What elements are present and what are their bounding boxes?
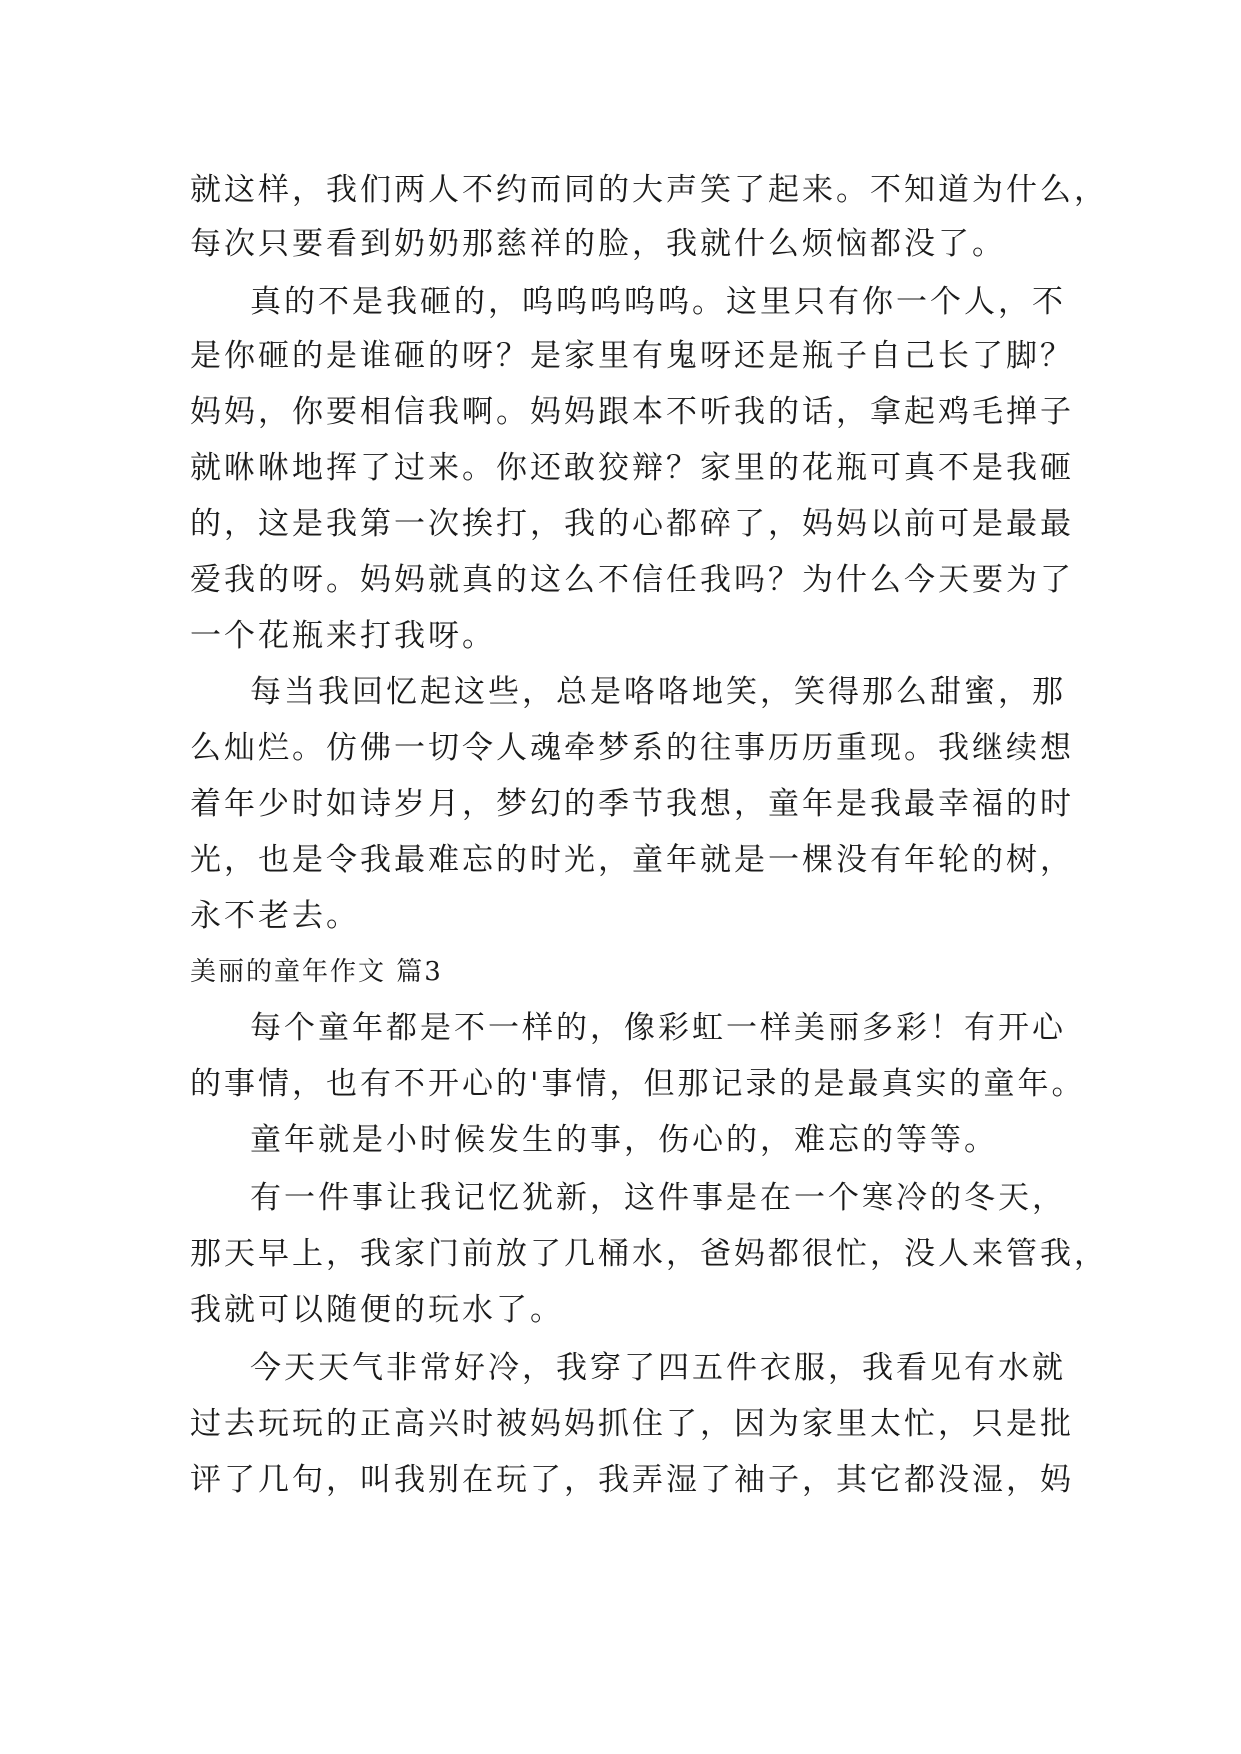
- text-line: 的事情，也有不开心的'事情，但那记录的是最真实的童年。: [190, 1066, 1086, 1102]
- text-line: 一个花瓶来打我呀。: [190, 618, 496, 654]
- text-line: 么灿烂。仿佛一切令人魂牵梦系的往事历历重现。我继续想: [190, 730, 1074, 766]
- text-line: 永不老去。: [190, 898, 360, 934]
- text-line: 评了几句，叫我别在玩了，我弄湿了袖子，其它都没湿，妈: [190, 1462, 1074, 1498]
- text-line: 就这样，我们两人不约而同的大声笑了起来。不知道为什么，: [190, 172, 1108, 208]
- text-line: 是你砸的是谁砸的呀？是家里有鬼呀还是瓶子自己长了脚？: [190, 338, 1074, 374]
- text-line: 光，也是令我最难忘的时光，童年就是一棵没有年轮的树，: [190, 842, 1074, 878]
- text-line: 那天早上，我家门前放了几桶水，爸妈都很忙，没人来管我，: [190, 1236, 1108, 1272]
- text-line: 爱我的呀。妈妈就真的这么不信任我吗？为什么今天要为了: [190, 562, 1074, 598]
- text-line: 每当我回忆起这些，总是咯咯地笑，笑得那么甜蜜，那: [250, 674, 1066, 710]
- text-line: 我就可以随便的玩水了。: [190, 1292, 564, 1328]
- text-line: 真的不是我砸的，呜呜呜呜呜。这里只有你一个人，不: [250, 284, 1066, 320]
- text-line: 过去玩玩的正高兴时被妈妈抓住了，因为家里太忙，只是批: [190, 1406, 1074, 1442]
- text-line: 有一件事让我记忆犹新，这件事是在一个寒冷的冬天，: [250, 1180, 1066, 1216]
- text-line: 妈妈，你要相信我啊。妈妈跟本不听我的话，拿起鸡毛掸子: [190, 394, 1074, 430]
- text-line: 着年少时如诗岁月，梦幻的季节我想，童年是我最幸福的时: [190, 786, 1074, 822]
- text-line: 每次只要看到奶奶那慈祥的脸，我就什么烦恼都没了。: [190, 226, 1006, 262]
- text-line: 童年就是小时候发生的事，伤心的，难忘的等等。: [250, 1122, 998, 1158]
- text-line: 今天天气非常好冷，我穿了四五件衣服，我看见有水就: [250, 1350, 1066, 1386]
- text-line: 的，这是我第一次挨打，我的心都碎了，妈妈以前可是最最: [190, 506, 1074, 542]
- section-heading: 美丽的童年作文 篇3: [190, 957, 443, 987]
- text-line: 每个童年都是不一样的，像彩虹一样美丽多彩！有开心: [250, 1010, 1066, 1046]
- text-line: 就咻咻地挥了过来。你还敢狡辩？家里的花瓶可真不是我砸: [190, 450, 1074, 486]
